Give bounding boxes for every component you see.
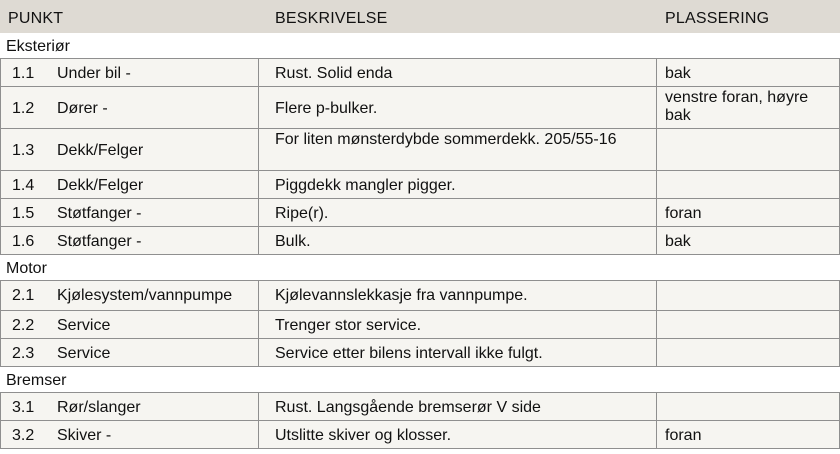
section-title: Bremser bbox=[6, 372, 67, 389]
cell-divider bbox=[0, 199, 1, 226]
table-row bbox=[0, 311, 840, 339]
row-number: 1.5 bbox=[12, 205, 35, 222]
row-description: Kjølevannslekkasje fra vannpumpe. bbox=[275, 287, 528, 304]
table-row bbox=[0, 59, 840, 87]
header-punkt: PUNKT bbox=[8, 10, 64, 27]
row-description: Flere p-bulker. bbox=[275, 100, 378, 117]
header-beskrivelse: BESKRIVELSE bbox=[275, 10, 388, 27]
row-location: foran bbox=[665, 427, 702, 444]
row-description: Bulk. bbox=[275, 233, 311, 250]
table-row bbox=[0, 171, 840, 199]
row-item-name: Støtfanger - bbox=[57, 205, 142, 222]
row-item-name: Kjølesystem/vannpumpe bbox=[57, 287, 233, 304]
cell-divider bbox=[258, 393, 259, 420]
cell-divider bbox=[258, 87, 259, 128]
row-location: bak bbox=[665, 233, 691, 250]
cell-divider bbox=[258, 311, 259, 338]
cell-divider bbox=[0, 59, 1, 86]
row-number: 1.2 bbox=[12, 100, 35, 117]
table-row bbox=[0, 281, 840, 311]
cell-divider bbox=[656, 129, 657, 170]
row-item-name: Dører - bbox=[57, 100, 108, 117]
cell-divider bbox=[0, 129, 1, 170]
cell-divider bbox=[0, 393, 1, 420]
cell-divider bbox=[656, 171, 657, 198]
row-item-name: Skiver - bbox=[57, 427, 112, 444]
row-number: 2.1 bbox=[12, 287, 35, 304]
row-item-name: Service bbox=[57, 317, 111, 334]
cell-divider bbox=[656, 87, 657, 128]
table-row bbox=[0, 421, 840, 449]
row-item-name: Dekk/Felger bbox=[57, 142, 144, 159]
section-heading bbox=[0, 367, 840, 393]
cell-divider bbox=[656, 281, 657, 310]
cell-divider bbox=[656, 199, 657, 226]
table-row bbox=[0, 87, 840, 129]
row-number: 1.1 bbox=[12, 65, 35, 82]
row-number: 2.3 bbox=[12, 345, 35, 362]
table-row bbox=[0, 129, 840, 171]
section-title: Eksteriør bbox=[6, 38, 70, 55]
cell-divider bbox=[0, 281, 1, 310]
cell-divider bbox=[258, 129, 259, 170]
row-item-name: Støtfanger - bbox=[57, 233, 142, 250]
row-description: Ripe(r). bbox=[275, 205, 329, 222]
row-location: venstre foran, høyre bak bbox=[665, 89, 809, 124]
cell-divider bbox=[258, 227, 259, 254]
cell-divider bbox=[0, 339, 1, 366]
row-item-name: Under bil - bbox=[57, 65, 131, 82]
row-location: foran bbox=[665, 205, 702, 222]
cell-divider bbox=[0, 311, 1, 338]
row-number: 1.4 bbox=[12, 177, 35, 194]
row-number: 3.1 bbox=[12, 399, 35, 416]
table-row bbox=[0, 393, 840, 421]
row-item-name: Service bbox=[57, 345, 111, 362]
cell-divider bbox=[258, 199, 259, 226]
cell-divider bbox=[258, 281, 259, 310]
table-row bbox=[0, 339, 840, 367]
table-row bbox=[0, 227, 840, 255]
table-row bbox=[0, 199, 840, 227]
row-number: 3.2 bbox=[12, 427, 35, 444]
cell-divider bbox=[656, 227, 657, 254]
row-description: Rust. Solid enda bbox=[275, 65, 393, 82]
row-description: For liten mønsterdybde sommerdekk. 205/55-16 bbox=[275, 131, 617, 148]
section-heading bbox=[0, 255, 840, 281]
cell-divider bbox=[258, 421, 259, 448]
section-title: Motor bbox=[6, 260, 47, 277]
cell-divider bbox=[656, 59, 657, 86]
header-plassering: PLASSERING bbox=[665, 10, 770, 27]
cell-divider bbox=[656, 311, 657, 338]
cell-divider bbox=[0, 227, 1, 254]
row-number: 1.3 bbox=[12, 142, 35, 159]
row-number: 1.6 bbox=[12, 233, 35, 250]
cell-divider bbox=[0, 87, 1, 128]
cell-divider bbox=[656, 421, 657, 448]
cell-divider bbox=[258, 59, 259, 86]
cell-divider bbox=[258, 339, 259, 366]
row-item-name: Rør/slanger bbox=[57, 399, 141, 416]
row-description: Service etter bilens intervall ikke fulgt. bbox=[275, 345, 543, 362]
cell-divider bbox=[0, 171, 1, 198]
cell-divider bbox=[656, 339, 657, 366]
row-number: 2.2 bbox=[12, 317, 35, 334]
cell-divider bbox=[656, 393, 657, 420]
cell-divider bbox=[0, 421, 1, 448]
row-item-name: Dekk/Felger bbox=[57, 177, 144, 194]
row-description: Utslitte skiver og klosser. bbox=[275, 427, 452, 444]
row-description: Trenger stor service. bbox=[275, 317, 422, 334]
table-header bbox=[0, 0, 840, 33]
row-description: Piggdekk mangler pigger. bbox=[275, 177, 456, 194]
row-description: Rust. Langsgående bremserør V side bbox=[275, 399, 541, 416]
cell-divider bbox=[258, 171, 259, 198]
section-heading bbox=[0, 33, 840, 59]
row-location: bak bbox=[665, 65, 691, 82]
